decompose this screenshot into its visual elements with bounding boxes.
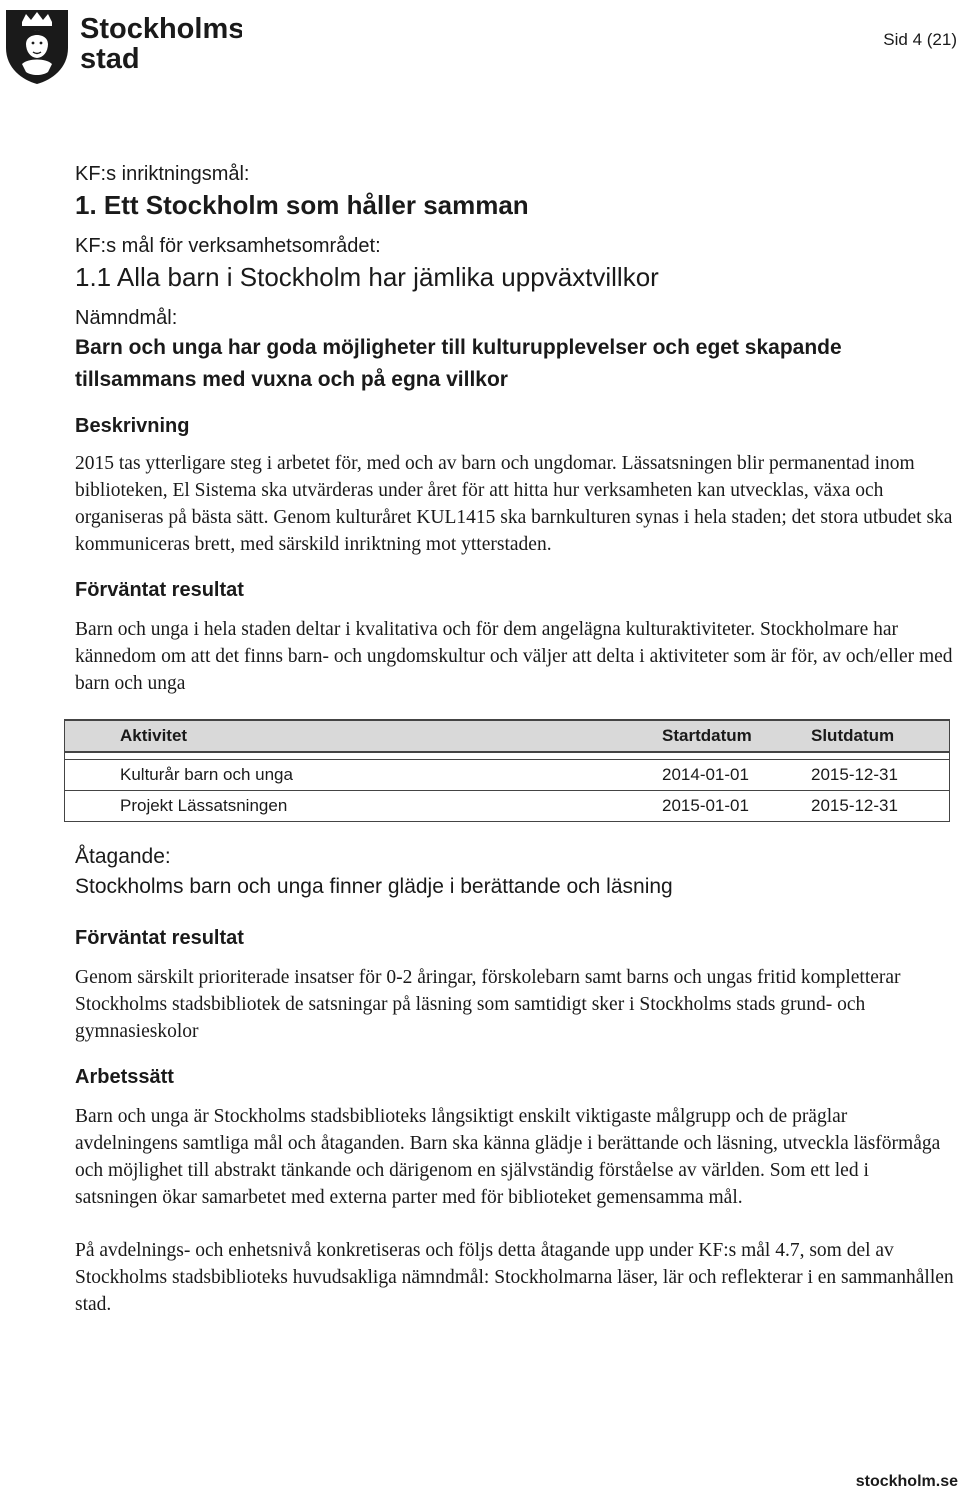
kf-section (75, 160, 955, 294)
city-crest-icon (2, 2, 242, 86)
kf-goal-title: 1.1 Alla barn i Stockholm har jämlika uppväxtvillkor (75, 262, 659, 292)
table-row (65, 791, 950, 822)
kf-direction-title: 1. Ett Stockholm som håller samman (75, 190, 529, 220)
page-header (0, 0, 960, 90)
footer-website-link[interactable]: stockholm.se (855, 1473, 958, 1490)
column-header-end-date: Slutdatum (811, 720, 950, 752)
expected-result-heading: Förväntat resultat (75, 579, 244, 601)
expected-result-heading: Förväntat resultat (75, 927, 244, 949)
board-goal-text: Barn och unga har goda möjligheter till kulturupplevelser och eget skapande tillsammans med vuxna och på egna villkor (75, 336, 842, 391)
description-heading: Beskrivning (75, 415, 190, 437)
expected-result-text: Barn och unga i hela staden deltar i kvalitativa och för dem angelägna kulturaktiviteter. Stockholmare har kännedom om att det finns barn- och ungdomskultur och väljer att delta i aktiviteter som är för, av och/eller med barn och unga (75, 619, 953, 694)
kf-goal-label: KF:s mål för verksamhetsområdet: (75, 235, 381, 257)
activity-name: Kulturår barn och unga (65, 760, 663, 791)
stockholms-stad-logo[interactable] (2, 2, 242, 86)
column-header-start-date: Startdatum (662, 720, 811, 752)
board-goal-label: Nämndmål: (75, 307, 178, 329)
activity-end-date: 2015-12-31 (811, 760, 950, 791)
activity-start-date: 2015-01-01 (662, 791, 811, 822)
activity-end-date: 2015-12-31 (811, 791, 950, 822)
activity-start-date: 2014-01-01 (662, 760, 811, 791)
activity-name: Projekt Lässatsningen (65, 791, 663, 822)
working-method-text: Barn och unga är Stockholms stadsbiblioteks långsiktigt enskilt viktigaste målgrupp och de präglar avdelningens samtliga mål och åtaganden. Barn ska känna glädje i berättande och läsning, utveckla läsförmåga och möjlighet till abstrakt tänkande och därigenom en självständig förståelse av världen. Som ett led i satsningen ökar samarbetet med externa parter med för biblioteket gemensamma mål. (75, 1106, 941, 1208)
description-text: 2015 tas ytterligare steg i arbetet för, med och av barn och ungdomar. Lässatsningen blir permanentad inom biblioteken, El Sistema ska utvärderas under året för att hitta hur verksamheten kan utvecklas, växa och organiseras på bästa sätt. Genom kulturåret KUL1415 ska barnkulturen synas i hela staden; det stora utbudet ska kommuniceras brett, med särskild inriktning mot ytterstaden. (75, 453, 953, 555)
kf-direction-label: KF:s inriktningsmål: (75, 163, 250, 185)
commitment-text: Stockholms barn och unga finner glädje i berättande och läsning (75, 875, 673, 898)
working-method-followup-text: På avdelnings- och enhetsnivå konkretiseras och följs detta åtagande upp under KF:s mål 4.7, som del av Stockholms stadsbiblioteks huvudsakliga nämndmål: Stockholmarna läser, lär och reflekterar i en sammanhållen stad. (75, 1240, 954, 1315)
commitment-label: Åtagande: (75, 845, 171, 868)
table-row (65, 760, 950, 791)
page-number: Sid 4 (21) (883, 30, 957, 49)
expected-result-text: Genom särskilt prioriterade insatser för 0-2 åringar, förskolebarn samt barns och ungas fritid kompletterar Stockholms stadsbibliotek de satsningar på läsning som samtidigt sker i Stockholms stads grund- och gymnasieskolor (75, 967, 901, 1042)
logo-wordmark-line2: stad (80, 43, 140, 75)
column-header-activity: Aktivitet (65, 720, 663, 752)
document-body (75, 160, 955, 1318)
logo-wordmark-line1: Stockholms (80, 13, 242, 45)
activity-table (64, 719, 950, 822)
table-spacer-row (65, 752, 950, 760)
working-method-heading: Arbetssätt (75, 1066, 174, 1088)
table-header-row (65, 720, 950, 752)
